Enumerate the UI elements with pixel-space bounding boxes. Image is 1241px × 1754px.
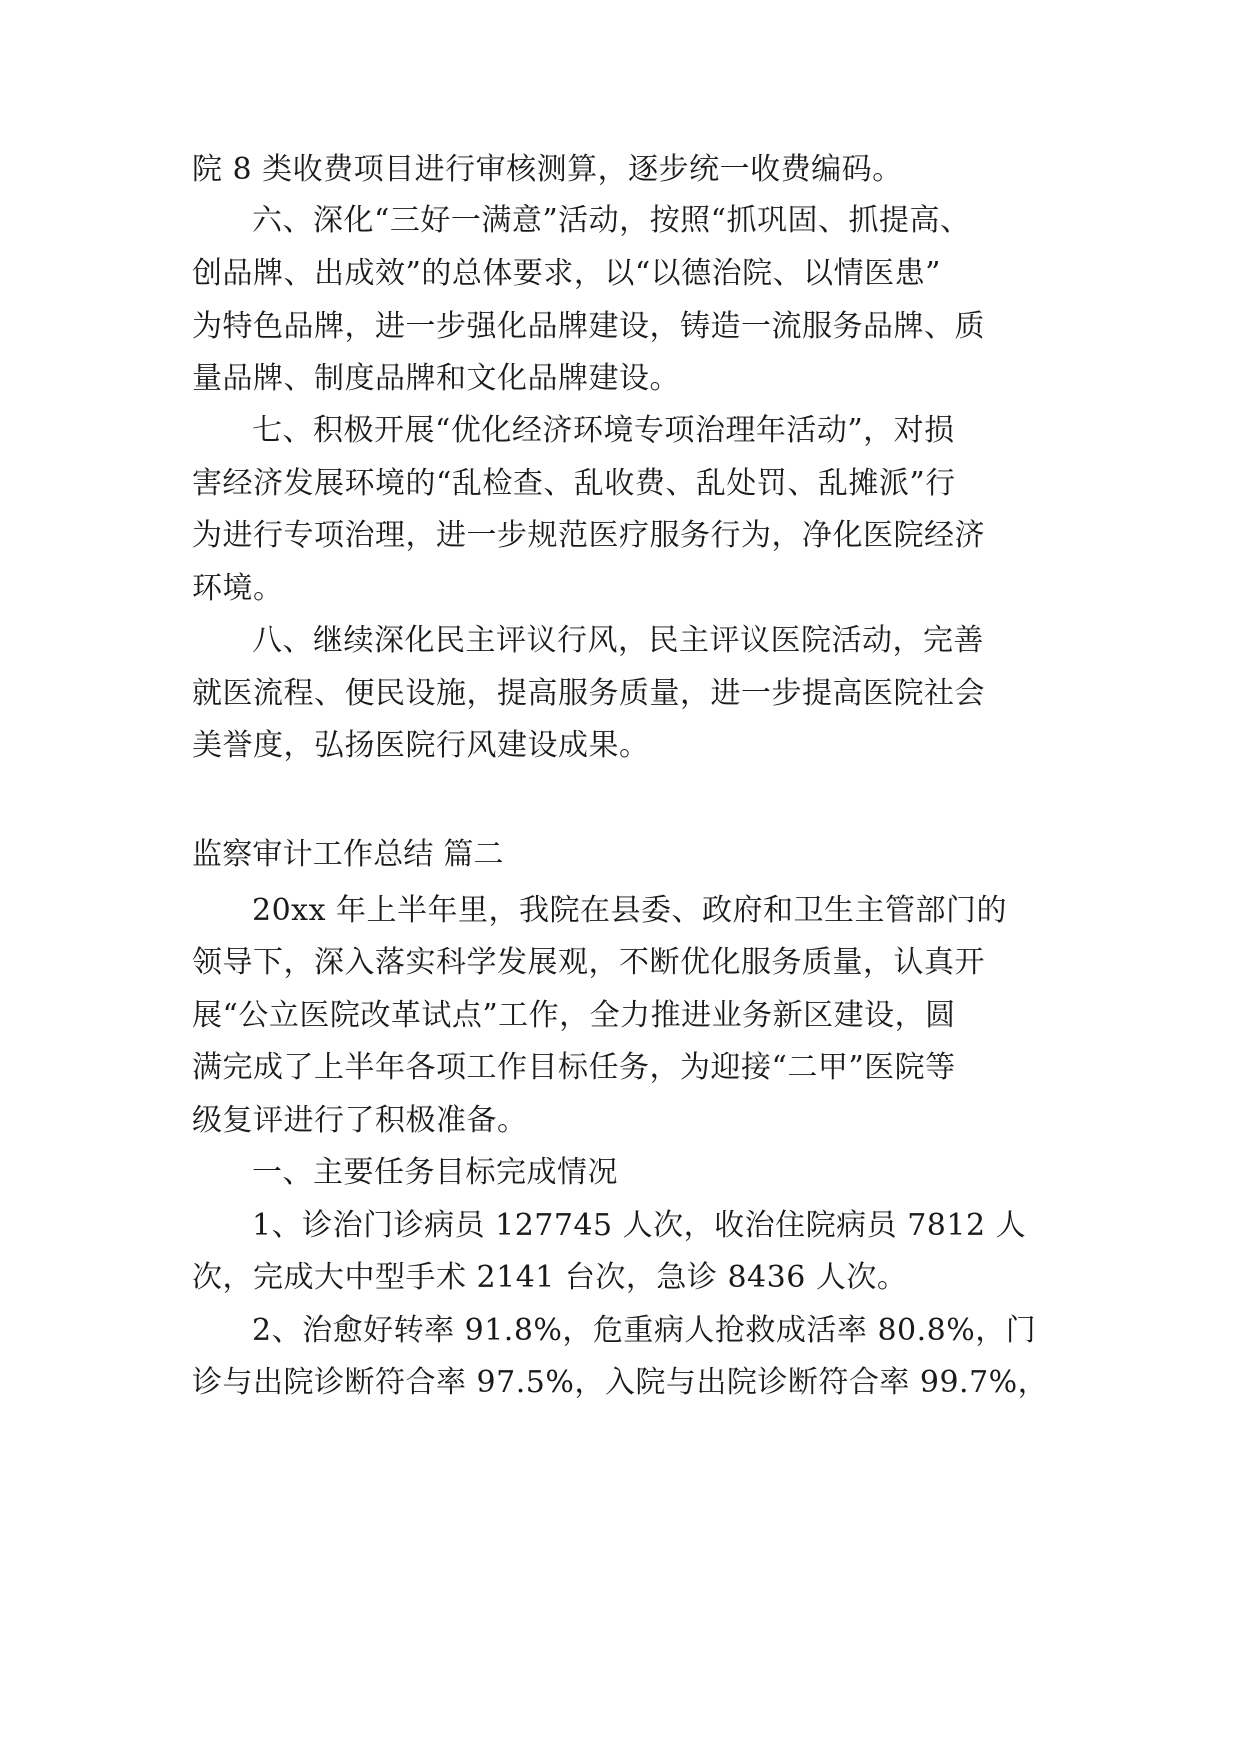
text-line-18: 级复评进行了积极准备。 [192, 1103, 528, 1138]
section-heading: 监察审计工作总结 篇二 [192, 837, 504, 872]
text-line-10: 八、继续深化民主评议行风，民主评议医院活动，完善 [252, 623, 984, 658]
text-line-12: 美誉度，弘扬医院行风建设成果。 [192, 728, 650, 763]
text-line-7: 害经济发展环境的“乱检查、乱收费、乱处罚、乱摊派”行 [192, 466, 956, 501]
text-line-17: 满完成了上半年各项工作目标任务，为迎接“二甲”医院等 [192, 1050, 956, 1085]
text-line-5: 量品牌、制度品牌和文化品牌建设。 [192, 361, 680, 396]
text-line-9: 环境。 [192, 571, 284, 606]
text-line-15: 领导下，深入落实科学发展观，不断优化服务质量，认真开 [192, 945, 985, 980]
text-line-1: 院 8 类收费项目进行审核测算，逐步统一收费编码。 [192, 152, 903, 187]
text-line-11: 就医流程、便民设施，提高服务质量，进一步提高医院社会 [192, 676, 985, 711]
text-line-14: 20xx 年上半年里，我院在县委、政府和卫生主管部门的 [252, 893, 1008, 928]
text-line-2: 六、深化“三好一满意”活动，按照“抓巩固、抓提高、 [252, 203, 971, 238]
text-line-22: 2、治愈好转率 91.8%，危重病人抢救成活率 80.8%，门 [252, 1313, 1037, 1348]
text-line-23: 诊与出院诊断符合率 97.5%，入院与出院诊断符合率 99.7%， [192, 1365, 1049, 1400]
text-line-3: 创品牌、出成效”的总体要求，以“以德治院、以情医患” [192, 256, 942, 291]
text-line-20: 1、诊治门诊病员 127745 人次，收治住院病员 7812 人 [252, 1208, 1027, 1243]
text-line-16: 展“公立医院改革试点”工作，全力推进业务新区建设，圆 [192, 998, 956, 1033]
text-line-8: 为进行专项治理，进一步规范医疗服务行为，净化医院经济 [192, 518, 985, 553]
subsection-heading: 一、主要任务目标完成情况 [252, 1155, 618, 1190]
text-line-4: 为特色品牌，进一步强化品牌建设，铸造一流服务品牌、质 [192, 309, 985, 344]
text-line-21: 次，完成大中型手术 2141 台次，急诊 8436 人次。 [192, 1260, 908, 1295]
text-line-6: 七、积极开展“优化经济环境专项治理年活动”，对损 [252, 413, 955, 448]
